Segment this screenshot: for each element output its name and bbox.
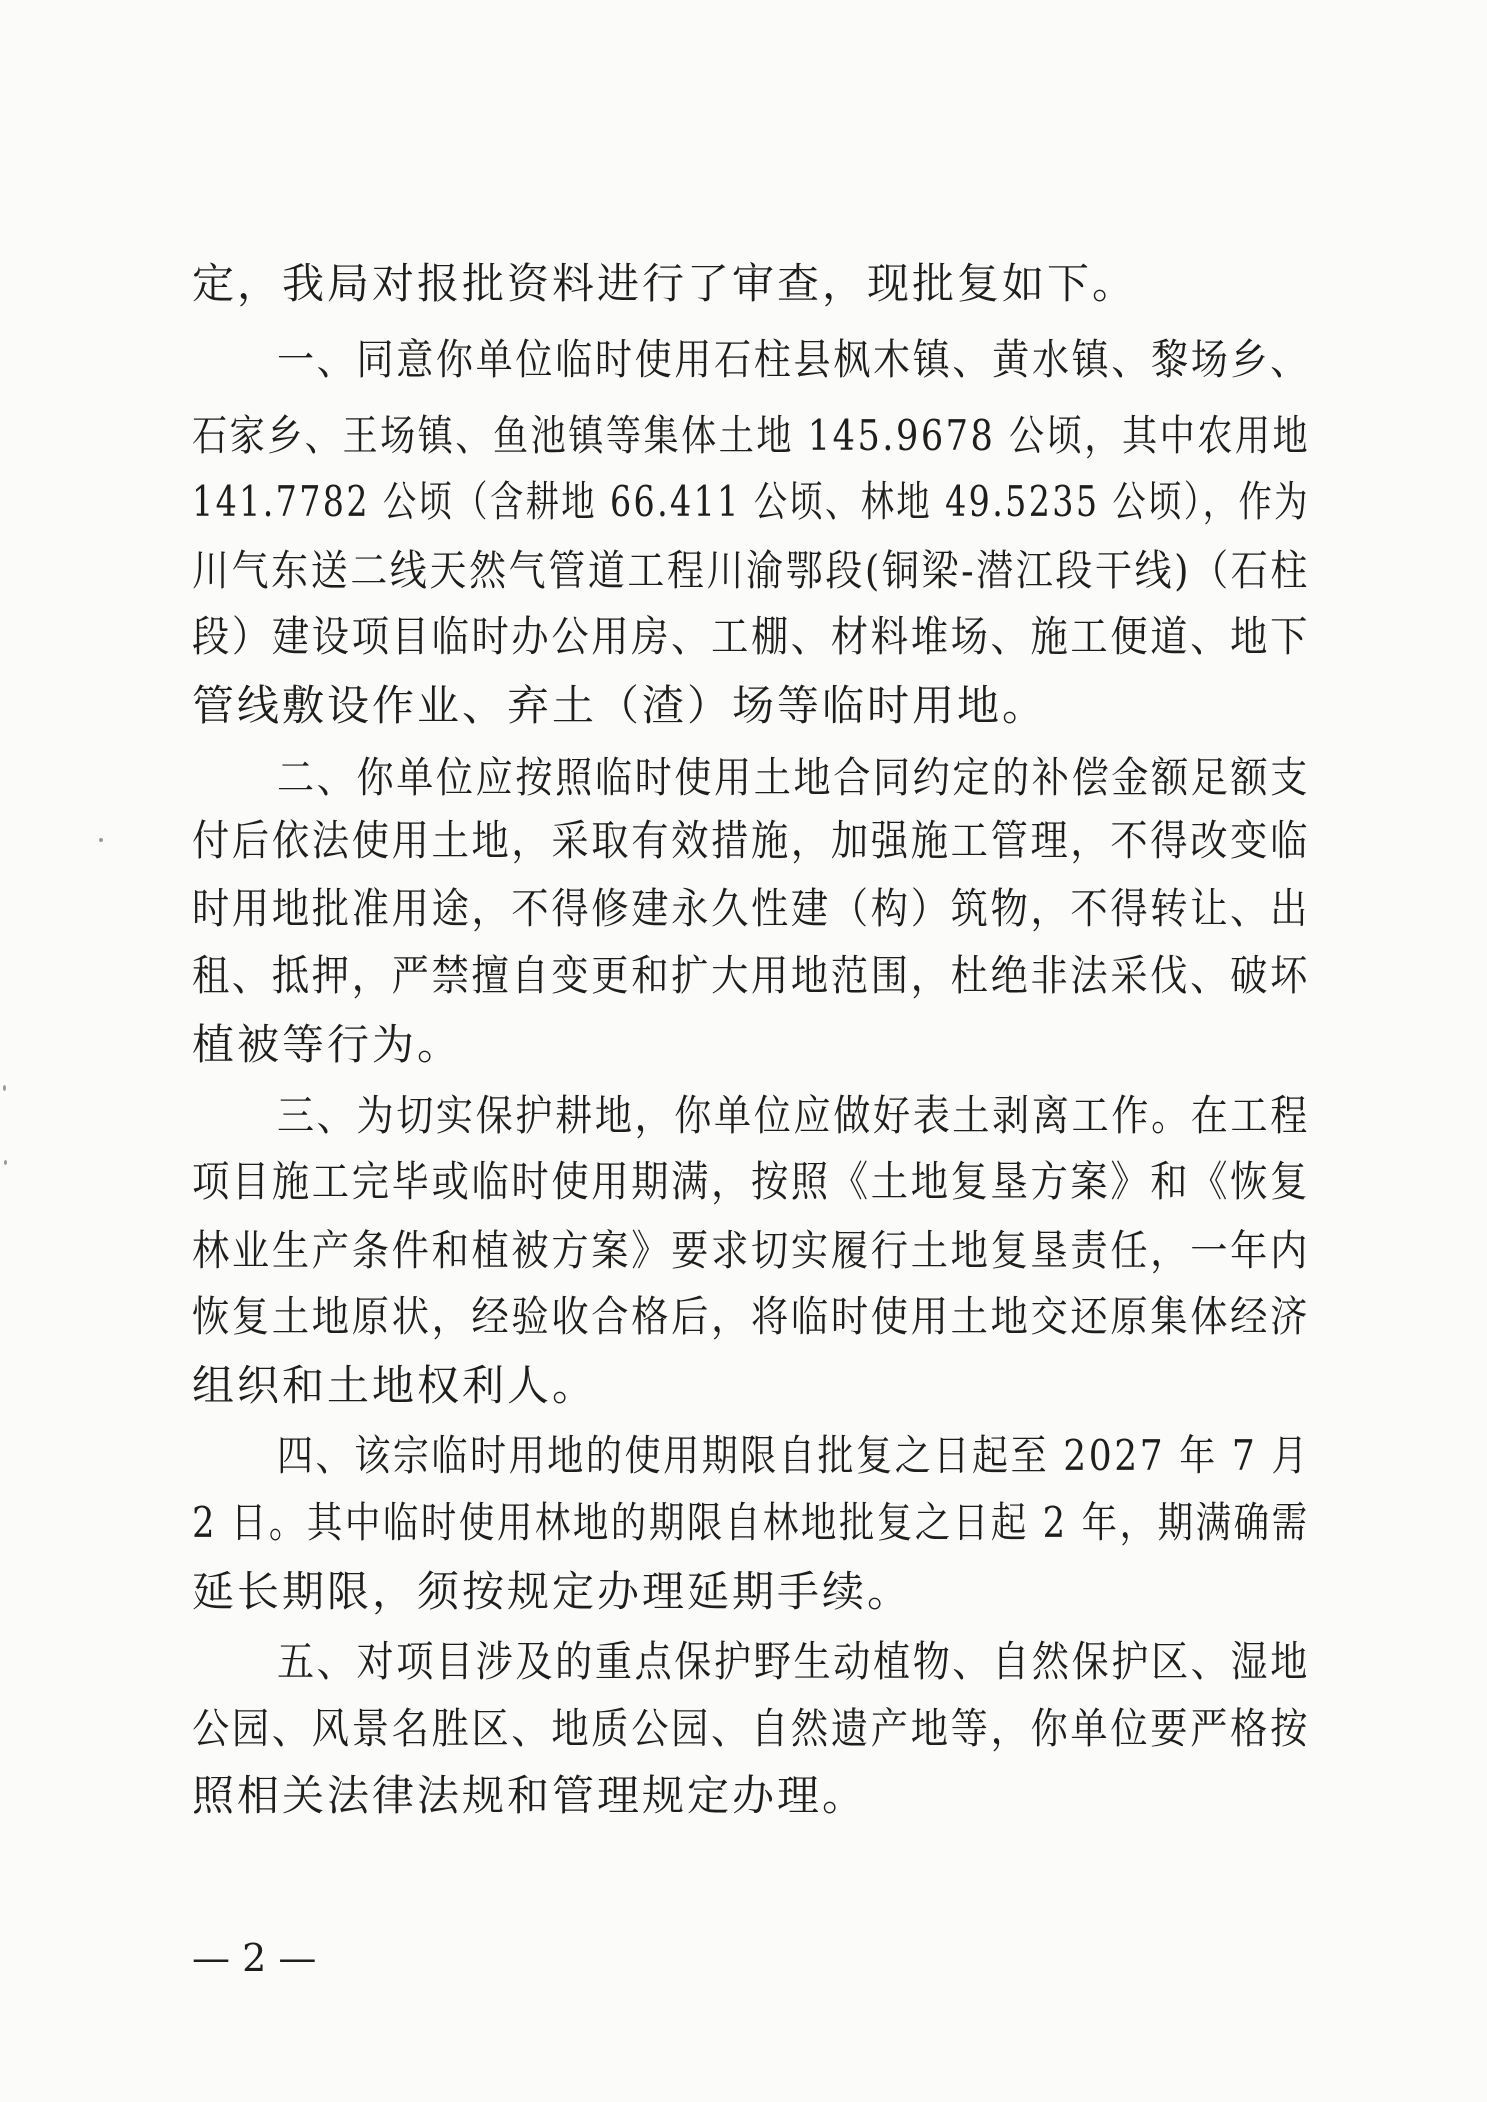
body-line-13: 三、为切实保护耕地，你单位应做好表土剥离工作。在工程 bbox=[277, 1091, 1311, 1140]
page-number: — 2 — bbox=[192, 1936, 317, 1980]
body-line-14: 项目施工完毕或临时使用期满，按照《土地复垦方案》和《恢复 bbox=[192, 1157, 1311, 1206]
body-line-2: 一、同意你单位临时使用石柱县枫木镇、黄水镇、黎场乡、 bbox=[277, 335, 1311, 384]
scan-speck bbox=[4, 1160, 7, 1165]
body-line-11: 租、抵押，严禁擅自变更和扩大用地范围，杜绝非法采伐、破坏 bbox=[192, 951, 1311, 1000]
body-line-16: 恢复土地原状，经验收合格后，将临时使用土地交还原集体经济 bbox=[192, 1292, 1311, 1341]
body-line-1: 定，我局对报批资料进行了审查，现批复如下。 bbox=[192, 259, 1138, 308]
body-line-4: 141.7782 公顷（含耕地 66.411 公顷、林地 49.5235 公顷），作为 bbox=[192, 477, 1310, 526]
scan-speck bbox=[3, 1085, 6, 1091]
body-line-20: 延长期限，须按规定办理延期手续。 bbox=[192, 1567, 913, 1616]
body-line-8: 二、你单位应按照临时使用土地合同约定的补偿金额足额支 bbox=[277, 753, 1311, 802]
body-line-12: 植被等行为。 bbox=[192, 1020, 463, 1069]
body-line-19: 2 日。其中临时使用林地的期限自林地批复之日起 2 年，期满确需 bbox=[192, 1498, 1310, 1547]
body-line-22: 公园、风景名胜区、地质公园、自然遗产地等，你单位要严格按 bbox=[192, 1704, 1311, 1753]
body-line-23: 照相关法律法规和管理规定办理。 bbox=[192, 1771, 868, 1820]
body-line-5: 川气东送二线天然气管道工程川渝鄂段(铜梁-潜江段干线)（石柱 bbox=[192, 546, 1310, 595]
body-line-17: 组织和土地权利人。 bbox=[192, 1361, 598, 1410]
body-line-7: 管线敷设作业、弃土（渣）场等临时用地。 bbox=[192, 681, 1048, 730]
body-line-10: 时用地批准用途，不得修建永久性建（构）筑物，不得转让、出 bbox=[192, 884, 1311, 933]
scan-speck bbox=[99, 838, 103, 842]
body-line-18: 四、该宗临时用地的使用期限自批复之日起至 2027 年 7 月 bbox=[277, 1431, 1311, 1480]
body-line-6: 段）建设项目临时办公用房、工棚、材料堆场、施工便道、地下 bbox=[192, 612, 1311, 661]
body-line-21: 五、对项目涉及的重点保护野生动植物、自然保护区、湿地 bbox=[277, 1637, 1311, 1686]
body-line-3: 石家乡、王场镇、鱼池镇等集体土地 145.9678 公顷，其中农用地 bbox=[192, 411, 1311, 460]
body-line-15: 林业生产条件和植被方案》要求切实履行土地复垦责任，一年内 bbox=[192, 1226, 1311, 1275]
body-line-9: 付后依法使用土地，采取有效措施，加强施工管理，不得改变临 bbox=[192, 816, 1311, 865]
